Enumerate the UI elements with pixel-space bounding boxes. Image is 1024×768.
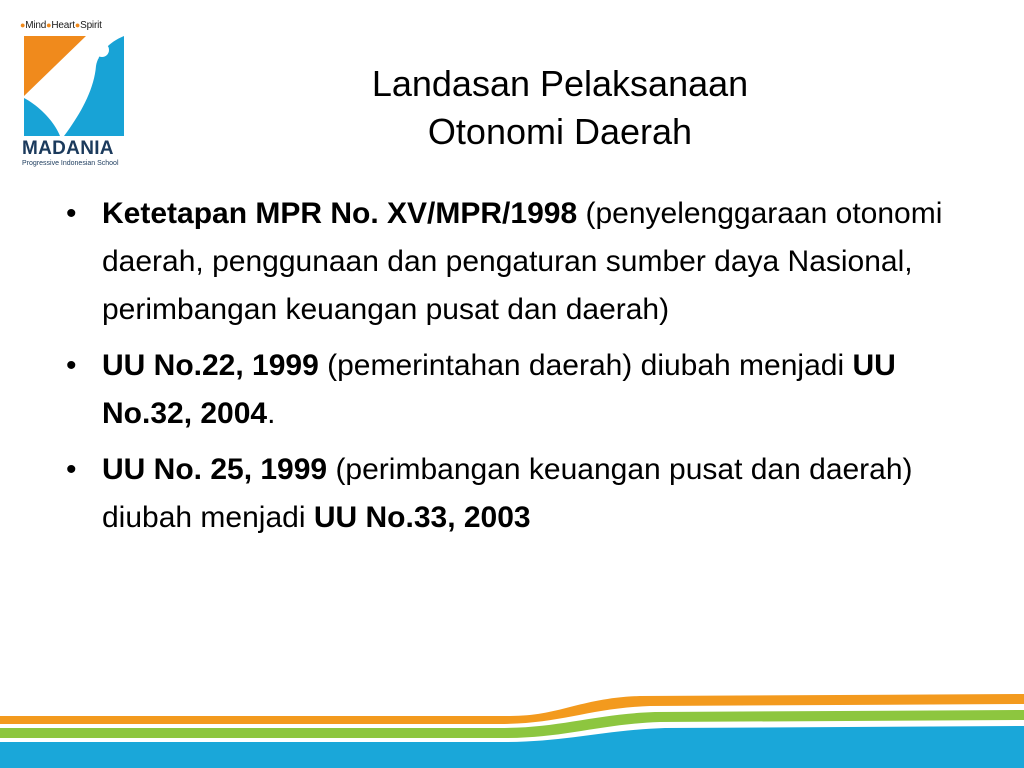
bullet-bold-text: UU No. 25, 1999 [102, 453, 328, 486]
logo-white-dot [95, 43, 109, 57]
logo-name: MADANIA [22, 138, 114, 159]
bullet-bold-text: UU No.32, 2004 [102, 349, 896, 430]
bullet-list [60, 190, 970, 550]
slide-title-line2: Otonomi Daerah [427, 111, 693, 152]
bullet-item [60, 446, 970, 542]
madania-logo [20, 20, 128, 172]
tagline-heart: Heart [51, 20, 75, 31]
bullet-icon: • [66, 349, 77, 382]
bullet-text: (penyelenggaraan otonomi daerah, penggunaan dan pengaturan sumber daya Nasional, perimbangan keuangan pusat dan daerah) [102, 197, 943, 326]
bullet-bold-text: UU No.22, 1999 [102, 349, 319, 382]
tagline-mind: Mind [25, 20, 47, 31]
bullet-text: . [267, 397, 276, 430]
bullet-icon: • [66, 453, 77, 486]
bullet-text: (pemerintahan daerah) diubah menjadi [318, 349, 853, 382]
tagline-dot-icon: ● [46, 20, 52, 30]
bullet-bold-text: UU No.33, 2003 [313, 501, 531, 534]
madania-logo-icon [24, 36, 124, 136]
bullet-item [60, 342, 970, 438]
logo-subtitle: Progressive Indonesian School [22, 160, 119, 167]
bullet-item [60, 190, 970, 334]
footer-wave-decoration [0, 690, 1024, 768]
logo-tagline [20, 20, 128, 31]
bullet-text: (perimbangan keuangan pusat dan daerah) diubah menjadi [102, 453, 913, 534]
tagline-dot-icon: ● [20, 20, 26, 30]
slide-title [230, 60, 890, 156]
tagline-spirit: Spirit [80, 20, 102, 31]
bullet-bold-text: Ketetapan MPR No. XV/MPR/1998 [102, 197, 578, 230]
slide-title-line1: Landasan Pelaksanaan [371, 63, 749, 104]
tagline-dot-icon: ● [74, 20, 81, 30]
bullet-icon: • [66, 197, 77, 230]
